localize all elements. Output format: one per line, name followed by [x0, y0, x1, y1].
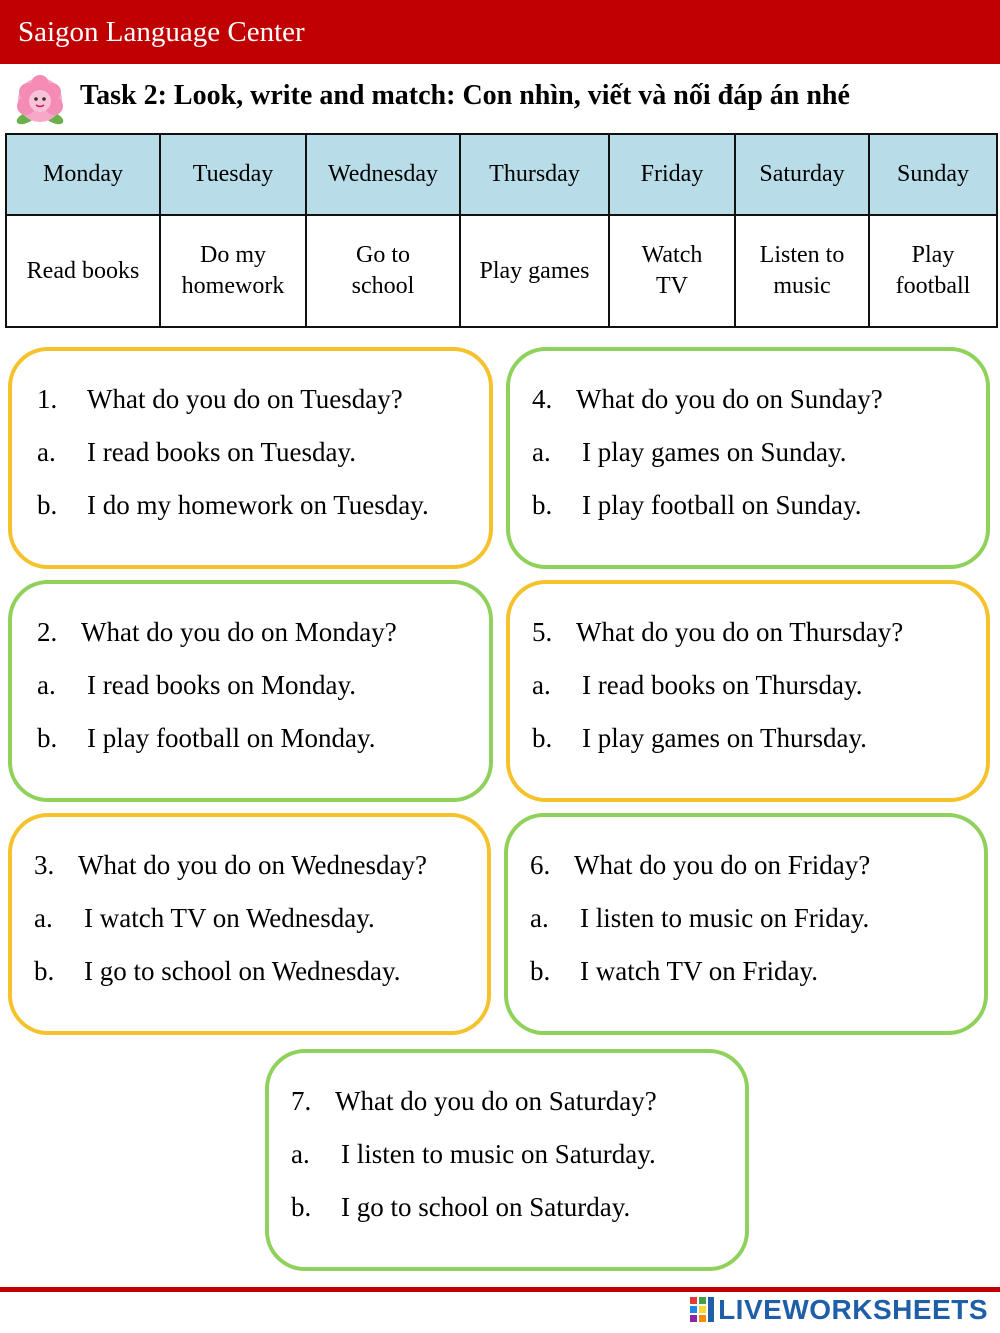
question-text: What do you do on Wednesday?	[78, 850, 427, 880]
footer-divider	[0, 1287, 1000, 1292]
question-box-6	[504, 813, 988, 1035]
day-cell: Tuesday	[160, 134, 306, 215]
option-label: b.	[291, 1192, 312, 1222]
pink-flower-icon	[10, 72, 70, 128]
activities-row	[6, 215, 997, 327]
question-box-4	[506, 347, 990, 569]
option-label: a.	[34, 903, 53, 933]
question-box-1	[8, 347, 493, 569]
day-cell: Sunday	[869, 134, 997, 215]
question-text: What do you do on Friday?	[574, 850, 871, 880]
option-text: I read books on Monday.	[87, 670, 356, 700]
activity-cell	[160, 215, 306, 327]
question-box-3	[8, 813, 491, 1035]
question-text: What do you do on Tuesday?	[87, 384, 403, 414]
activity-text: Play games	[479, 257, 590, 284]
question-box-5	[506, 580, 990, 802]
option-label: a.	[37, 670, 56, 700]
activity-text: Listen to	[759, 242, 845, 268]
option-text: I play football on Sunday.	[582, 490, 862, 520]
activity-text: football	[895, 273, 971, 299]
option-text: I listen to music on Friday.	[580, 903, 870, 933]
day-cell: Thursday	[460, 134, 609, 215]
activity-cell	[460, 215, 609, 327]
task-row	[10, 70, 990, 126]
activity-cell	[869, 215, 997, 327]
option-text: I read books on Thursday.	[582, 670, 863, 700]
option-text: I go to school on Saturday.	[341, 1192, 631, 1222]
option-label: b.	[37, 490, 58, 520]
option-text: I do my homework on Tuesday.	[87, 490, 429, 520]
day-cell: Friday	[609, 134, 735, 215]
days-row	[6, 134, 997, 215]
activity-cell	[735, 215, 869, 327]
question-number: 3.	[34, 850, 55, 880]
liveworksheets-brand[interactable]	[689, 1293, 988, 1327]
option-label: a.	[532, 437, 551, 467]
option-label: b.	[532, 723, 553, 753]
activity-text: Read books	[26, 257, 140, 284]
option-text: I play games on Thursday.	[582, 723, 867, 753]
question-number: 1.	[37, 384, 58, 414]
question-text: What do you do on Monday?	[81, 617, 397, 647]
activity-text: music	[773, 273, 831, 299]
option-text: I watch TV on Friday.	[580, 956, 818, 986]
option-label: a.	[37, 437, 56, 467]
activity-text: school	[351, 273, 415, 299]
brand-text: LIVEWORKSHEETS	[718, 1294, 988, 1325]
option-text: I listen to music on Saturday.	[341, 1139, 656, 1169]
activity-text: Watch	[641, 242, 703, 268]
activity-cell	[306, 215, 460, 327]
activity-text: Play	[911, 242, 955, 268]
schedule-table	[5, 133, 998, 328]
question-text: What do you do on Saturday?	[335, 1086, 657, 1116]
task-title: Task 2: Look, write and match: Con nhìn, viết và nối đáp án nhé	[80, 80, 850, 111]
question-number: 6.	[530, 850, 551, 880]
question-number: 4.	[532, 384, 553, 414]
option-label: b.	[37, 723, 58, 753]
option-label: a.	[291, 1139, 310, 1169]
day-cell: Wednesday	[306, 134, 460, 215]
option-label: a.	[530, 903, 549, 933]
question-text: What do you do on Sunday?	[576, 384, 883, 414]
day-cell: Saturday	[735, 134, 869, 215]
option-text: I play games on Sunday.	[582, 437, 847, 467]
question-box-7	[265, 1049, 749, 1271]
header-bar	[0, 0, 1000, 64]
activity-cell	[609, 215, 735, 327]
option-text: I play football on Monday.	[87, 723, 376, 753]
option-text: I read books on Tuesday.	[87, 437, 356, 467]
question-number: 2.	[37, 617, 58, 647]
question-box-2	[8, 580, 493, 802]
option-text: I go to school on Wednesday.	[84, 956, 401, 986]
option-label: b.	[530, 956, 551, 986]
option-label: a.	[532, 670, 551, 700]
day-cell: Monday	[6, 134, 160, 215]
center-name: Saigon Language Center	[18, 16, 305, 48]
option-label: b.	[34, 956, 55, 986]
question-number: 7.	[291, 1086, 312, 1116]
liveworksheets-logo-icon	[689, 1295, 715, 1325]
activity-text: Do my	[200, 242, 266, 268]
activity-text: Go to	[356, 242, 410, 268]
option-text: I watch TV on Wednesday.	[84, 903, 375, 933]
activity-text: TV	[656, 273, 688, 299]
question-text: What do you do on Thursday?	[576, 617, 904, 647]
option-label: b.	[532, 490, 553, 520]
activity-cell	[6, 215, 160, 327]
question-number: 5.	[532, 617, 553, 647]
activity-text: homework	[181, 273, 285, 299]
